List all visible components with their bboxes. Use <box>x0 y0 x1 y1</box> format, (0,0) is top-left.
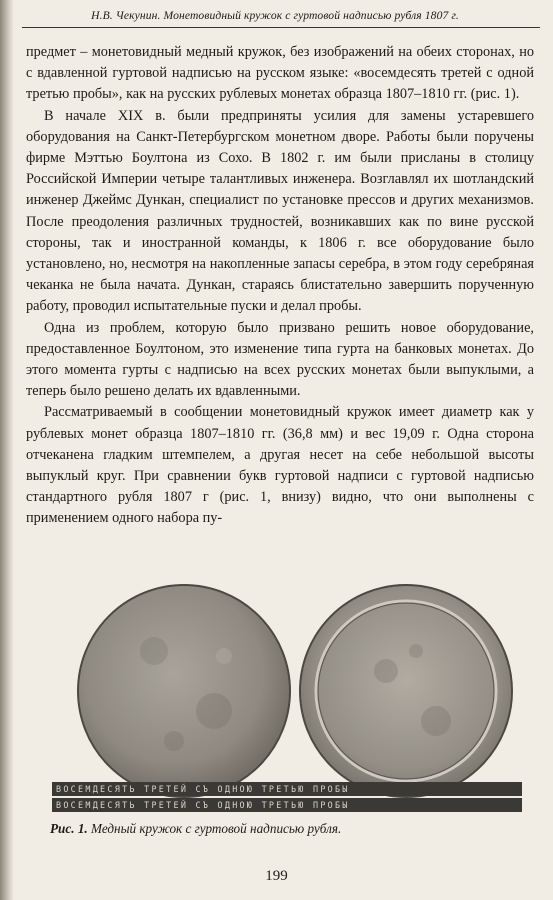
header-author: Н.В. Чекунин. <box>91 9 161 22</box>
figure-label: Рис. 1. <box>50 821 88 836</box>
paragraph-1: предмет – монетовидный медный кружок, без изображений на обеих сторонах, но с вдавленной гуртовой надписью на русском языке: «восемдесять третей с одной третью пробы», как на русских рублевых монетах образца 1807–1810 гг. (рис. 1). <box>26 44 534 103</box>
header-rule <box>22 27 540 28</box>
body-text <box>26 42 534 530</box>
header-title: Монетовидный кружок с гуртовой надписью рубля 1807 г. <box>163 9 459 22</box>
running-header <box>40 9 510 22</box>
paragraph-4: Рассматриваемый в сообщении монетовидный кружок имеет диаметр как у рублевых монет образца 1807–1810 гг. (36,8 мм) и вес 19,09 г. Одна сторона отчеканена гладким штемпелем, а другая несет на себе небольшой высоты выпуклый круг. При сравнении букв гуртовой надписи с гуртовой надписью стандартного рубля 1807 г (рис. 1, внизу) видно, что они выполнены с применением одного набора пу- <box>26 404 534 527</box>
paragraph-2: В начале XIX в. были предприняты усилия для замены устаревшего оборудования на Санкт-Петербургском монетном дворе. Работы были поручены фирме Мэттью Боултона из Сохо. В 1802 г. им были присланы в столицу Российской Империи четыре талантливых инженера. Возглавлял их шотландский инженер Джеймс Дункан, специалист по установке прессов и других механизмов. После преодоления различных трудностей, возникавших как по вине русской стороны, так и иностранной команды, к 1806 г. все оборудование было установлено, но, несмотря на накопленные запасы серебра, в этом году серебряная чеканка не была начата. Дункан, стараясь блистательно завершить порученную работу, проводил испытательные пуски и делал пробы. <box>26 107 534 315</box>
book-gutter-shadow <box>0 0 14 900</box>
coin-plain-side-image <box>74 581 294 801</box>
coin-raised-circle-side-image <box>296 581 516 801</box>
paragraph-3: Одна из проблем, которую было призвано решить новое оборудование, предоставленное Боултоном, это изменение типа гурта на банковых монетах. До этого момента гурты с надписью на всех русских монетах были выпуклыми, а теперь было решено делать их вдавленными. <box>26 319 534 400</box>
figure-1 <box>26 575 534 835</box>
edge-inscription-strip-blank: ВОСЕМДЕСЯТЬ ТРЕТЕЙ СЪ ОДНОЮ ТРЕТЬЮ ПРОБЫ <box>52 782 522 796</box>
page-number: 199 <box>265 868 288 884</box>
figure-caption-text: Медный кружок с гуртовой надписью рубля. <box>91 821 342 836</box>
figure-caption <box>50 821 530 837</box>
edge-inscription-strip-ruble: ВОСЕМДЕСЯТЬ ТРЕТЕЙ СЪ ОДНОЮ ТРЕТЬЮ ПРОБЫ <box>52 798 522 812</box>
